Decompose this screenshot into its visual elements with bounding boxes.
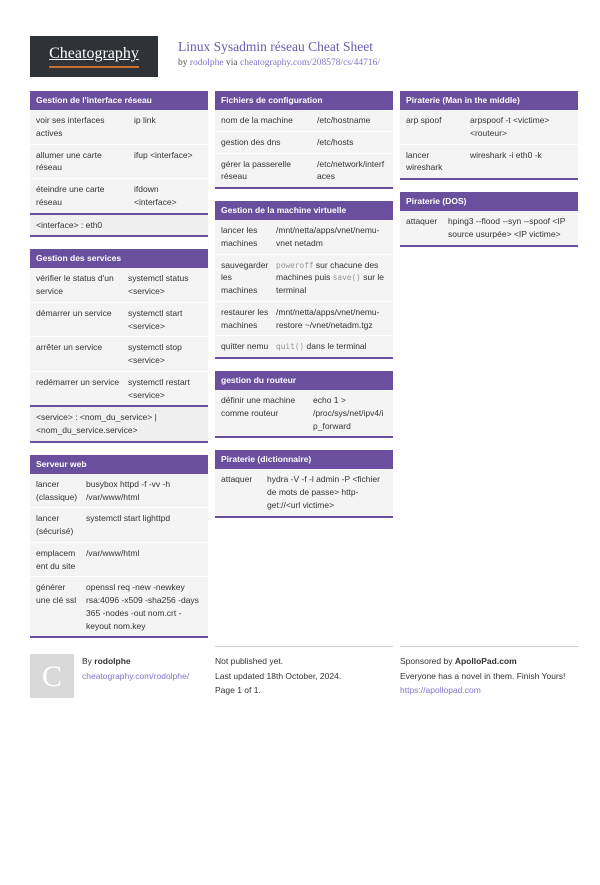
row-label: sauvegarder les machines <box>221 259 269 296</box>
card-body <box>30 474 208 637</box>
row-label: restaurer les machines <box>221 306 269 330</box>
table-row <box>30 303 208 338</box>
footer-status-block <box>215 646 393 698</box>
footer-author-profile-link[interactable]: cheatography.com/rodolphe/ <box>82 670 190 681</box>
card <box>30 249 208 443</box>
row-value: hping3 --flood --syn --spoof <IP source usurpée> <IP victime> <box>448 216 566 239</box>
card-body <box>215 220 393 357</box>
card <box>30 455 208 639</box>
card-body <box>400 211 578 245</box>
card-body <box>30 110 208 213</box>
table-row <box>215 302 393 337</box>
card-note: <interface> : eth0 <box>30 213 208 236</box>
sponsor-link[interactable]: https://apollopad.com <box>400 685 481 696</box>
footer-author-name: rodolphe <box>94 656 131 667</box>
card <box>215 450 393 517</box>
row-value: systemctl stop <service> <box>128 342 182 366</box>
author-avatar[interactable] <box>30 654 74 698</box>
author-link[interactable]: rodolphe <box>189 58 224 68</box>
row-label: vérifier le status d'un service <box>36 273 114 297</box>
row-label: lancer (classique) <box>36 478 78 502</box>
cheatography-logo-text: Cheatography <box>49 45 139 67</box>
table-row <box>30 337 208 372</box>
row-label: arrêter un service <box>36 342 103 353</box>
table-row <box>30 543 208 578</box>
row-value: systemctl restart <service> <box>128 376 190 400</box>
column-2 <box>215 91 393 518</box>
cheatsheet-content <box>30 91 576 638</box>
table-row <box>215 255 393 302</box>
table-row <box>215 220 393 255</box>
value-code: save() <box>332 273 361 283</box>
by-label: by <box>178 58 188 68</box>
title-block <box>178 36 380 68</box>
row-label: lancer les machines <box>221 225 258 248</box>
table-row <box>400 211 578 245</box>
row-label: attaquer <box>406 216 438 227</box>
avatar-letter: C <box>41 659 62 693</box>
row-value: /etc/hosts <box>317 136 354 147</box>
row-value: /mnt/netta/apps/vnet/nemu-restore ~/vnet/netadm.tgz <box>276 306 380 330</box>
value-text: dans le terminal <box>304 341 367 352</box>
row-value: ifdown <interface> <box>134 184 177 207</box>
row-label: définir une machine comme routeur <box>221 395 296 418</box>
row-label: allumer une carte réseau <box>36 149 102 173</box>
row-value: echo 1 > /proc/sys/net/ipv4/ip_forward <box>313 395 384 431</box>
row-value <box>276 259 387 297</box>
sponsor-line <box>400 654 578 668</box>
footer-author-block <box>30 646 208 698</box>
table-row <box>215 336 393 357</box>
publish-status: Not published yet. <box>215 656 284 667</box>
row-value: systemctl start <service> <box>128 307 183 331</box>
table-row <box>30 372 208 406</box>
table-row <box>215 110 393 132</box>
row-value: systemctl start lighttpd <box>86 513 171 524</box>
card-note: <service> : <nom_du_service> | <nom_du_service.service> <box>30 405 208 441</box>
card-body <box>400 110 578 178</box>
row-label: emplacement du site <box>36 547 76 571</box>
value-code: poweroff <box>276 260 314 270</box>
card-title: Gestion de la machine virtuelle <box>215 201 393 220</box>
row-value: arpspoof -t <victime> <routeur> <box>470 115 550 138</box>
value-text: sur le terminal <box>276 272 385 296</box>
footer-sponsor-block <box>400 646 578 698</box>
table-row <box>400 145 578 179</box>
cheatography-logo[interactable] <box>30 36 158 77</box>
row-label: démarrer un service <box>36 307 112 318</box>
table-row <box>215 469 393 515</box>
table-row <box>30 577 208 636</box>
table-row <box>30 179 208 213</box>
via-label: via <box>226 58 238 68</box>
card <box>400 91 578 180</box>
table-row <box>215 154 393 188</box>
row-value: /var/www/html <box>86 547 140 558</box>
table-row <box>215 390 393 436</box>
table-row <box>30 268 208 303</box>
row-value: busybox httpd -f -vv -h /var/www/html <box>86 478 171 502</box>
card-body <box>30 268 208 405</box>
page-header <box>30 36 576 77</box>
card-body <box>215 110 393 187</box>
card-title: Piraterie (DOS) <box>400 192 578 211</box>
row-label: quitter nemu <box>221 341 269 352</box>
row-label: gérer la passerelle réseau <box>221 158 291 182</box>
table-row <box>30 474 208 509</box>
table-row <box>215 132 393 154</box>
card <box>215 371 393 438</box>
sheet-url-link[interactable]: cheatography.com/208578/cs/44716/ <box>240 58 381 68</box>
row-label: lancer wireshark <box>406 149 443 173</box>
last-updated: Last updated 18th October, 2024. <box>215 670 342 681</box>
row-value: wireshark -i eth0 -k <box>470 149 542 160</box>
card-body <box>215 469 393 515</box>
row-value: ifup <interface> <box>134 149 193 160</box>
card <box>30 91 208 237</box>
card <box>400 192 578 247</box>
column-3 <box>400 91 578 247</box>
card <box>215 91 393 189</box>
footer-by-label: By <box>82 656 92 667</box>
row-value: openssl req -new -newkey rsa:4096 -x509 -sha256 -days 365 -nodes -out nom.crt -keyout nom.key <box>86 582 199 631</box>
value-code: quit() <box>276 342 305 352</box>
sponsor-tagline: Everyone has a novel in them. Finish Yours! <box>400 670 566 681</box>
row-label: lancer (sécurisé) <box>36 513 74 537</box>
card-title: Piraterie (Man in the middle) <box>400 91 578 110</box>
card-title: gestion du routeur <box>215 371 393 390</box>
table-row <box>400 110 578 145</box>
row-label: attaquer <box>221 474 253 485</box>
row-label: redémarrer un service <box>36 376 120 387</box>
table-row <box>30 508 208 543</box>
row-label: éteindre une carte réseau <box>36 184 105 207</box>
card-title: Piraterie (dictionnaire) <box>215 450 393 469</box>
row-label: voir ses interfaces actives <box>36 115 105 138</box>
card-title: Gestion des services <box>30 249 208 268</box>
sheet-title-link[interactable]: Linux Sysadmin réseau Cheat Sheet <box>178 39 373 54</box>
row-value: /etc/hostname <box>317 115 371 126</box>
page-footer <box>30 646 576 698</box>
row-value: systemctl status <service> <box>128 273 189 297</box>
sheet-subtitle <box>178 58 380 68</box>
table-row <box>30 110 208 145</box>
row-value: ip link <box>134 115 156 126</box>
card-title: Serveur web <box>30 455 208 474</box>
row-value: hydra -V -f -l admin -P <fichier de mots de passe> http-get://<url victime> <box>267 474 380 510</box>
sponsor-name: ApolloPad.com <box>454 656 517 667</box>
footer-author-text <box>82 654 189 698</box>
sponsored-by-label: Sponsored by <box>400 656 453 667</box>
page-count: Page 1 of 1. <box>215 685 261 696</box>
card <box>215 201 393 359</box>
card-title: Gestion de l'interface réseau <box>30 91 208 110</box>
row-label: gestion des dns <box>221 136 281 147</box>
card-title: Fichiers de configuration <box>215 91 393 110</box>
row-value: /etc/network/interfaces <box>317 158 385 182</box>
row-label: arp spoof <box>406 115 442 126</box>
row-value <box>276 340 387 353</box>
value-text: sur chacune des machines puis <box>276 259 379 283</box>
column-1 <box>30 91 208 638</box>
row-label: générer une clé ssl <box>36 582 77 606</box>
row-value: /mnt/netta/apps/vnet/nemu-vnet netadm <box>276 225 380 248</box>
table-row <box>30 145 208 180</box>
card-body <box>215 390 393 436</box>
footer-byline <box>82 654 189 668</box>
row-label: nom de la machine <box>221 115 293 126</box>
